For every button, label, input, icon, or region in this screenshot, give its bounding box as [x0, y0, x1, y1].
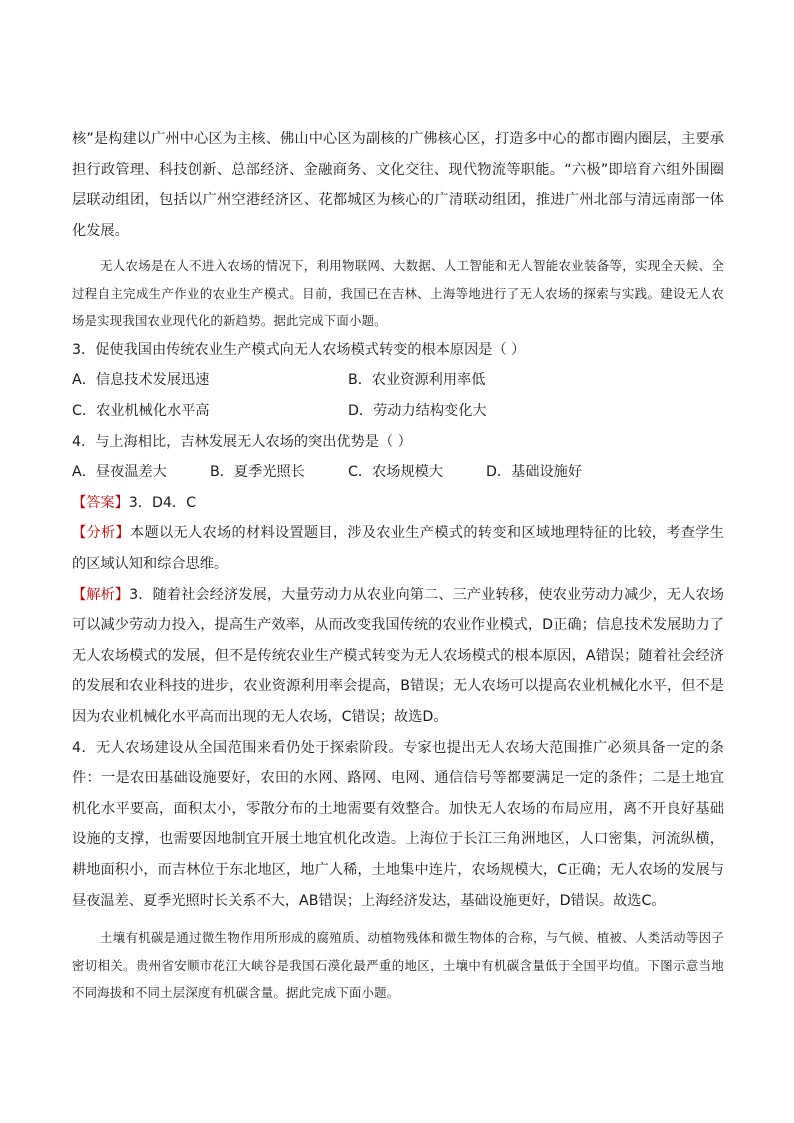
analysis-tag: 【分析】 — [72, 525, 130, 542]
explanation-tag: 【解析】 — [72, 586, 130, 603]
question-4-option-d: D．基础设施好 — [486, 464, 583, 481]
question-4-option-c: C．农场规模大 — [348, 464, 444, 481]
question-4-option-a: A．昼夜温差大 — [72, 464, 167, 481]
explanation-q3-text: 3．随着社会经济发展，大量劳动力从农业向第二、三产业转移，使农业劳动力减少，无人农场可以减少劳动力投入，提高生产效率，从而改变我国传统的农业作业模式，D正确；信息技术发展助力了无人农场模式的发展，但不是传统农业生产模式转变为无人农场模式的根本原因，A错误；随着社会经济的发展和农业科技的进步，农业资源利用率会提高，B错误；无人农场可以提高农业机械化水平，但不是因为农业机械化水平高而出现的无人农场，C错误；故选D。 — [72, 586, 724, 725]
question-3-option-a: A．信息技术发展迅速 — [72, 372, 210, 389]
explanation-q4-paragraph: 4．无人农场建设从全国范围来看仍处于探索阶段。专家也提出无人农场大范围推广必须具备一定的条件：一是农田基础设施要好，农田的水网、路网、电网、通信信号等都要满足一定的条件；二是土地宜机化水平要高，面积太小，零散分布的土地需要有效整合。加快无人农场的布局应用，离不开良好基础设施的支撑，也需要因地制宜开展土地宜机化改造。上海位于长江三角洲地区，人口密集，河流纵横，耕地面积小，而吉林位于东北地区，地广人稀，土地集中连片，农场规模大，C正确；无人农场的发展与昼夜温差、夏季光照时长关系不大，AB错误；上海经济发达，基础设施更好，D错误。故选C。 — [72, 739, 724, 909]
answer-text: 3．D4．C — [128, 494, 197, 511]
intro-paragraph: 核”是构建以广州中心区为主核、佛山中心区为副核的广佛核心区，打造多中心的都市圈内圈层，主要承担行政管理、科技创新、总部经济、金融商务、文化交往、现代物流等职能。“六极”即培育六组外围圈层联动组团，包括以广州空港经济区、花都城区为核心的广清联动组团，推进广州北部与清远南部一体化发展。 — [72, 131, 724, 239]
question-3-stem: 3．促使我国由传统农业生产模式向无人农场模式转变的根本原因是（ ） — [72, 341, 526, 358]
passage-unmanned-farm: 无人农场是在人不进入农场的情况下，利用物联网、大数据、人工智能和无人智能农业装备等，实现全天候、全过程自主完成生产作业的农业生产模式。目前，我国已在吉林、上海等地进行了无人农场的探索与实践。建设无人农场是实现我国农业现代化的新趋势。据此完成下面小题。 — [72, 258, 724, 329]
question-3-option-b: B．农业资源利用率低 — [348, 372, 486, 389]
question-4-stem: 4．与上海相比，吉林发展无人农场的突出优势是（ ） — [72, 433, 412, 450]
answer-tag: 【答案】 — [72, 494, 129, 511]
answer-line — [72, 488, 724, 519]
document-body — [72, 124, 724, 1007]
analysis-text: 本题以无人农场的材料设置题目，涉及农业生产模式的转变和区域地理特征的比较，考查学生的区域认知和综合思维。 — [72, 525, 724, 573]
question-3-option-d: D．劳动力结构变化大 — [348, 403, 487, 420]
question-3-options — [72, 365, 724, 426]
question-3-option-c: C．农业机械化水平高 — [72, 403, 210, 420]
question-4-options — [72, 457, 724, 488]
question-4-option-b: B．夏季光照长 — [210, 464, 305, 481]
analysis-paragraph — [72, 518, 724, 579]
passage-soil-carbon: 土壤有机碳是通过微生物作用所形成的腐殖质、动植物残体和微生物体的合称，与气候、植被、人类活动等因子密切相关。贵州省安顺市花江大峡谷是我国石漠化最严重的地区，土壤中有机碳含量低于全国平均值。下图示意当地不同海拔和不同土层深度有机碳含量。据此完成下面小题。 — [72, 930, 724, 1001]
explanation-q3-paragraph — [72, 580, 724, 733]
